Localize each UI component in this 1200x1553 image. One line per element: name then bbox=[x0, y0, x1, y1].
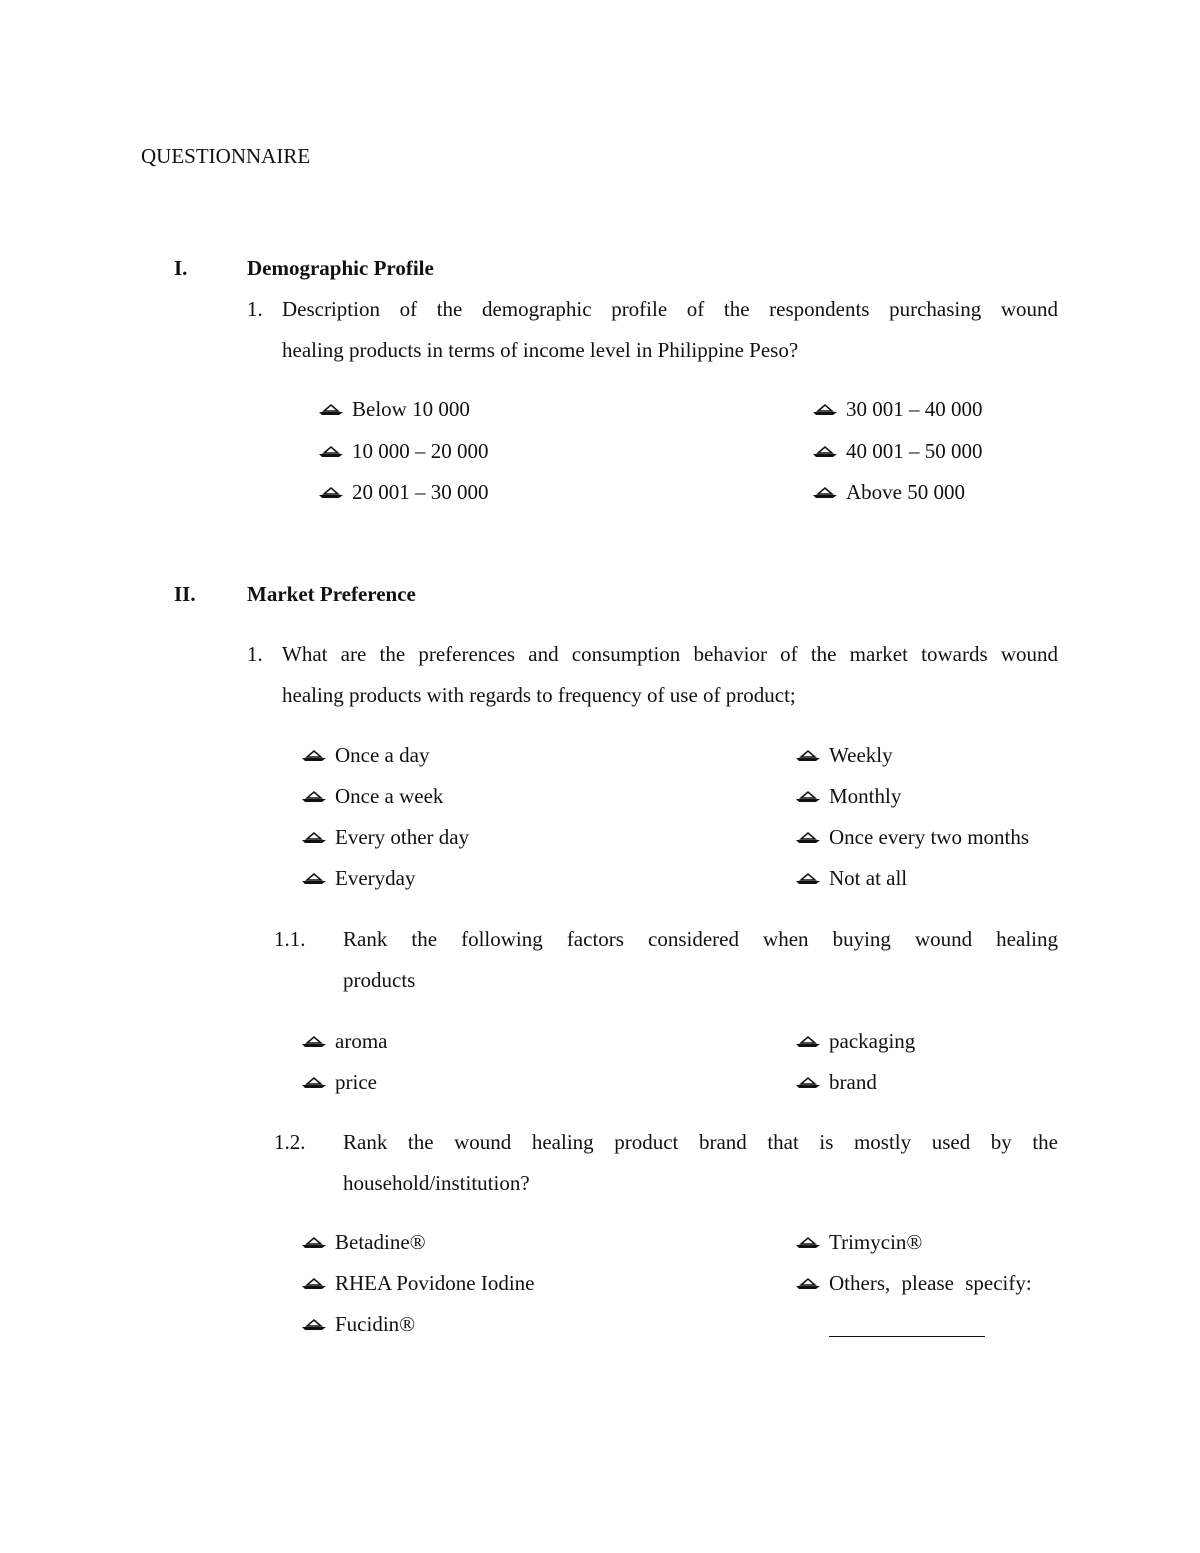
question-1-2-line-1: Rank the wound healing product brand that is mostly used by the bbox=[343, 1130, 1058, 1154]
boat-bullet-icon bbox=[795, 871, 821, 885]
question-1-1-number: 1.1. bbox=[274, 927, 306, 951]
section-2-heading: Market Preference bbox=[247, 582, 416, 606]
income-option-label: Above 50 000 bbox=[846, 480, 965, 504]
boat-bullet-icon bbox=[301, 789, 327, 803]
boat-bullet-icon bbox=[795, 1075, 821, 1089]
brand-option-label: Betadine® bbox=[335, 1230, 426, 1254]
brand-option-label: RHEA Povidone Iodine bbox=[335, 1271, 535, 1295]
income-option[interactable] bbox=[812, 399, 983, 420]
question-1-2-text bbox=[343, 1122, 1058, 1204]
frequency-option[interactable] bbox=[301, 745, 429, 766]
frequency-option[interactable] bbox=[301, 786, 443, 807]
boat-bullet-icon bbox=[795, 1034, 821, 1048]
question-2-1-line-1: What are the preferences and consumption behavior of the market towards wound bbox=[282, 642, 1058, 666]
boat-bullet-icon bbox=[318, 402, 344, 416]
boat-bullet-icon bbox=[812, 485, 838, 499]
boat-bullet-icon bbox=[318, 485, 344, 499]
frequency-option[interactable] bbox=[795, 827, 1029, 848]
boat-bullet-icon bbox=[301, 1075, 327, 1089]
boat-bullet-icon bbox=[812, 444, 838, 458]
frequency-option-label: Monthly bbox=[829, 784, 902, 808]
boat-bullet-icon bbox=[301, 1276, 327, 1290]
question-1-line-1: Description of the demographic profile of the respondents purchasing wound bbox=[282, 297, 1058, 321]
question-2-1-number: 1. bbox=[247, 642, 263, 666]
boat-bullet-icon bbox=[795, 1235, 821, 1249]
question-1-number: 1. bbox=[247, 297, 263, 321]
boat-bullet-icon bbox=[301, 1034, 327, 1048]
frequency-option-label: Everyday bbox=[335, 866, 416, 890]
income-option[interactable] bbox=[318, 441, 489, 462]
frequency-option[interactable] bbox=[795, 786, 901, 807]
boat-bullet-icon bbox=[795, 748, 821, 762]
factor-option-label: brand bbox=[829, 1070, 877, 1094]
income-option[interactable] bbox=[812, 482, 965, 503]
frequency-option-label: Once every two months bbox=[829, 825, 1030, 849]
frequency-option-label: Once a week bbox=[335, 784, 444, 808]
others-specify-blank[interactable] bbox=[829, 1336, 985, 1337]
boat-bullet-icon bbox=[795, 789, 821, 803]
section-1-numeral: I. bbox=[174, 256, 188, 280]
brand-option-others[interactable] bbox=[795, 1273, 1058, 1294]
factor-option-label: price bbox=[335, 1070, 377, 1094]
income-option-label: 30 001 – 40 000 bbox=[846, 397, 983, 421]
boat-bullet-icon bbox=[301, 1317, 327, 1331]
brand-option-label: Others, please specify: bbox=[829, 1271, 1032, 1295]
question-1-text bbox=[282, 289, 1058, 371]
frequency-option-label: Not at all bbox=[829, 866, 908, 890]
boat-bullet-icon bbox=[795, 1276, 821, 1290]
boat-bullet-icon bbox=[301, 748, 327, 762]
question-1-1-text bbox=[343, 919, 1058, 1001]
boat-bullet-icon bbox=[301, 830, 327, 844]
frequency-option[interactable] bbox=[795, 868, 907, 889]
income-option-label: 20 001 – 30 000 bbox=[352, 480, 489, 504]
boat-bullet-icon bbox=[318, 444, 344, 458]
frequency-option-label: Every other day bbox=[335, 825, 470, 849]
question-1-1-line-2: products bbox=[343, 968, 416, 992]
factor-option-label: aroma bbox=[335, 1029, 388, 1053]
income-option[interactable] bbox=[318, 399, 470, 420]
brand-option-label: Fucidin® bbox=[335, 1312, 416, 1336]
brand-option-label: Trimycin® bbox=[829, 1230, 923, 1254]
brand-option[interactable] bbox=[301, 1232, 426, 1253]
boat-bullet-icon bbox=[812, 402, 838, 416]
question-1-2-line-2: household/institution? bbox=[343, 1171, 530, 1195]
factor-option[interactable] bbox=[795, 1031, 915, 1052]
brand-option[interactable] bbox=[795, 1232, 922, 1253]
income-option-label: Below 10 000 bbox=[352, 397, 470, 421]
question-1-line-2: healing products in terms of income level in Philippine Peso? bbox=[282, 338, 799, 362]
boat-bullet-icon bbox=[301, 871, 327, 885]
income-option-label: 10 000 – 20 000 bbox=[352, 439, 489, 463]
frequency-option[interactable] bbox=[795, 745, 893, 766]
section-2-numeral: II. bbox=[174, 582, 196, 606]
income-option[interactable] bbox=[318, 482, 489, 503]
page-title: QUESTIONNAIRE bbox=[141, 144, 311, 168]
income-option-label: 40 001 – 50 000 bbox=[846, 439, 983, 463]
factor-option[interactable] bbox=[795, 1072, 877, 1093]
brand-option[interactable] bbox=[301, 1314, 415, 1335]
question-1-2-number: 1.2. bbox=[274, 1130, 306, 1154]
boat-bullet-icon bbox=[301, 1235, 327, 1249]
question-1-1-line-1: Rank the following factors considered when buying wound healing bbox=[343, 927, 1058, 951]
factor-option[interactable] bbox=[301, 1031, 387, 1052]
question-2-1-text bbox=[282, 634, 1058, 716]
frequency-option[interactable] bbox=[301, 827, 469, 848]
brand-option[interactable] bbox=[301, 1273, 535, 1294]
frequency-option-label: Once a day bbox=[335, 743, 430, 767]
factor-option[interactable] bbox=[301, 1072, 377, 1093]
boat-bullet-icon bbox=[795, 830, 821, 844]
income-option[interactable] bbox=[812, 441, 983, 462]
factor-option-label: packaging bbox=[829, 1029, 916, 1053]
frequency-option[interactable] bbox=[301, 868, 415, 889]
section-1-heading: Demographic Profile bbox=[247, 256, 434, 280]
question-2-1-line-2: healing products with regards to frequency of use of product; bbox=[282, 683, 796, 707]
frequency-option-label: Weekly bbox=[829, 743, 893, 767]
